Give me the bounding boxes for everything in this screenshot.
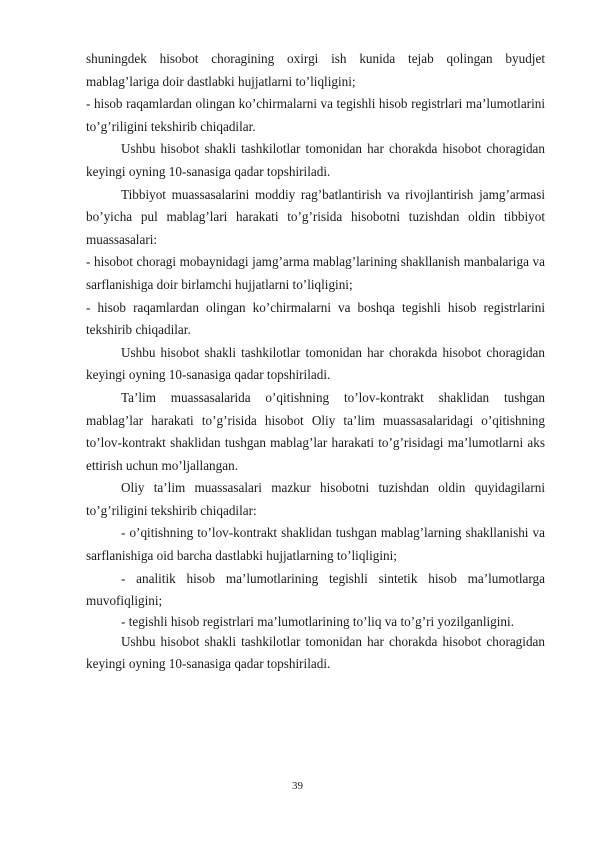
list-item-contract-documents: - o’qitishning to’lov-kontrakt shaklidan tushgan mablag’larning shakllanishi va sarflanishiga oid barcha dastlabki hujjatlarning to’liqligini;: [86, 525, 545, 564]
paragraph-submission-deadline: Ushbu hisobot shakli tashkilotlar tomonidan har chorakda hisobot choragidan keyingi oyning 10-sanasiga qadar topshiriladi.: [86, 633, 545, 672]
list-item-check-registers: - hisob raqamlardan olingan ko’chirmalarni va boshqa tegishli hisob registrlarini tekshirib chiqadilar.: [86, 299, 545, 338]
list-item-analytic-synthetic: - analitik hisob ma’lumotlarining tegishli sintetik hisob ma’lumotlarga muvofiqligini;: [86, 570, 545, 609]
list-item-check-statements: - hisob raqamlardan olingan ko’chirmalarni va tegishli hisob registrlari ma’lumotlarini to’g’riligini tekshirib chiqadilar.: [86, 96, 545, 134]
paragraph-medical-fund-report: Tibbiyot muassasalarini moddiy rag’batlantirish va rivojlantirish jamg’armasi bo’yicha pul mablag’lari harakati to’g’risida hisobotni tuzishdan oldin tibbiyot muassasalari:: [86, 186, 545, 247]
page-number: 39: [292, 780, 303, 792]
paragraph-submission-deadline: Ushbu hisobot shakli tashkilotlar tomonidan har chorakda hisobot choragidan keyingi oyning 10-sanasiga qadar topshiriladi.: [86, 141, 545, 179]
document-page: [86, 48, 545, 676]
paragraph-submission-deadline: Ushbu hisobot shakli tashkilotlar tomonidan har chorakda hisobot choragidan keyingi oyning 10-sanasiga qadar topshiriladi.: [86, 344, 545, 383]
paragraph-continuation: shuningdek hisobot choragining oxirgi ish kunida tejab qolingan byudjet mablag’lariga doir dastlabki hujjatlarni to’liqligini;: [86, 51, 545, 89]
list-item-registers-complete: - tegishli hisob registrlari ma’lumotlarining to’liq va to’g’ri yozilganligini.: [121, 613, 514, 629]
paragraph-higher-education-check: Oliy ta’lim muassasalari mazkur hisobotni tuzishdan oldin quyidagilarni to’g’riligini tekshirib chiqadilar:: [86, 480, 545, 518]
paragraph-education-contract-report: Ta’lim muassasalarida o’qitishning to’lov-kontrakt shaklidan tushgan mablag’lar harakati to’g’risida hisobot Oliy ta’lim muassasalaridagi o’qitishning to’lov-kontrakt shaklidan tushgan mablag’lar harakati to’g’risidagi ma’lumotlarni aks ettirish uchun mo’ljallangan.: [86, 389, 545, 473]
list-item-fund-documents: - hisobot choragi mobaynidagi jamg’arma mablag’larining shakllanish manbalariga va sarflanishiga doir birlamchi hujjatlarni to’liqligini;: [86, 254, 545, 292]
